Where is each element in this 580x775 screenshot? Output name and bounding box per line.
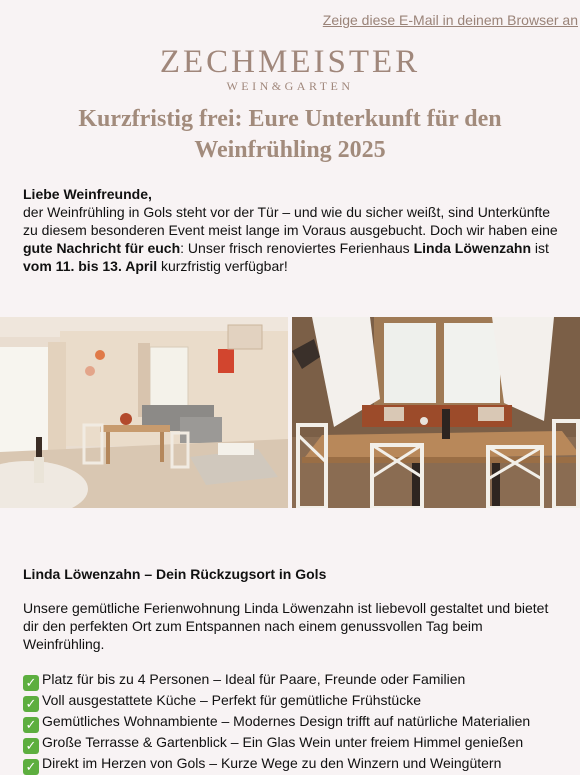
intro-bold-1: gute Nachricht für euch xyxy=(23,240,181,256)
list-item xyxy=(23,733,530,754)
intro-bold-3: vom 11. bis 13. April xyxy=(23,258,158,274)
feature-text: Gemütliches Wohnambiente – Modernes Design trifft auf natürliche Materialien xyxy=(42,713,531,729)
section-title: Linda Löwenzahn – Dein Rückzugsort in Gols xyxy=(23,566,327,582)
intro-text-2: : Unser frisch renoviertes Ferienhaus xyxy=(180,240,414,256)
intro-paragraph xyxy=(23,185,563,275)
checkmark-icon: ✓ xyxy=(23,759,39,775)
living-room-photo[interactable] xyxy=(0,317,288,508)
view-in-browser-link[interactable]: Zeige diese E-Mail in deinem Browser an xyxy=(322,12,578,28)
section-description: Unsere gemütliche Ferienwohnung Linda Löwenzahn ist liebevoll gestaltet und bietet dir den perfekten Ort zum Entspannen nach einem genussvollen Tag beim Weinfrühling. xyxy=(23,600,549,652)
greeting: Liebe Weinfreunde, xyxy=(23,186,152,202)
feature-text: Voll ausgestattete Küche – Perfekt für gemütliche Frühstücke xyxy=(42,692,421,708)
checkmark-icon: ✓ xyxy=(23,696,39,712)
intro-text-1: der Weinfrühling in Gols steht vor der Tür – und wie du sicher weißt, sind Unterkünfte zu diesem besonderen Event meist lange im Voraus ausgebucht. Doch wir haben eine xyxy=(23,204,558,238)
checkmark-icon: ✓ xyxy=(23,675,39,691)
feature-text: Direkt im Herzen von Gols – Kurze Wege zu den Winzern und Weingütern xyxy=(42,755,502,771)
zechmeister-logo[interactable] xyxy=(0,46,580,94)
logo-subtitle: WEIN&GARTEN xyxy=(226,79,354,93)
dining-area-photo[interactable] xyxy=(292,317,580,508)
intro-bold-2: Linda Löwenzahn xyxy=(413,240,532,256)
intro-text-4: kurzfristig verfügbar! xyxy=(157,258,288,274)
photo-row xyxy=(0,317,580,508)
list-item xyxy=(23,691,530,712)
list-item xyxy=(23,670,530,691)
feature-text: Platz für bis zu 4 Personen – Ideal für Paare, Freunde oder Familien xyxy=(42,671,466,687)
intro-text-3: ist xyxy=(531,240,549,256)
checkmark-icon: ✓ xyxy=(23,717,39,733)
feature-list xyxy=(23,670,530,775)
list-item xyxy=(23,754,530,775)
list-item xyxy=(23,712,530,733)
checkmark-icon: ✓ xyxy=(23,738,39,754)
page-headline: Kurzfristig frei: Eure Unterkunft für den Weinfrühling 2025 xyxy=(78,106,502,163)
feature-text: Große Terrasse & Gartenblick – Ein Glas Wein unter freiem Himmel genießen xyxy=(42,734,524,750)
logo-brand: ZECHMEISTER xyxy=(159,44,421,80)
